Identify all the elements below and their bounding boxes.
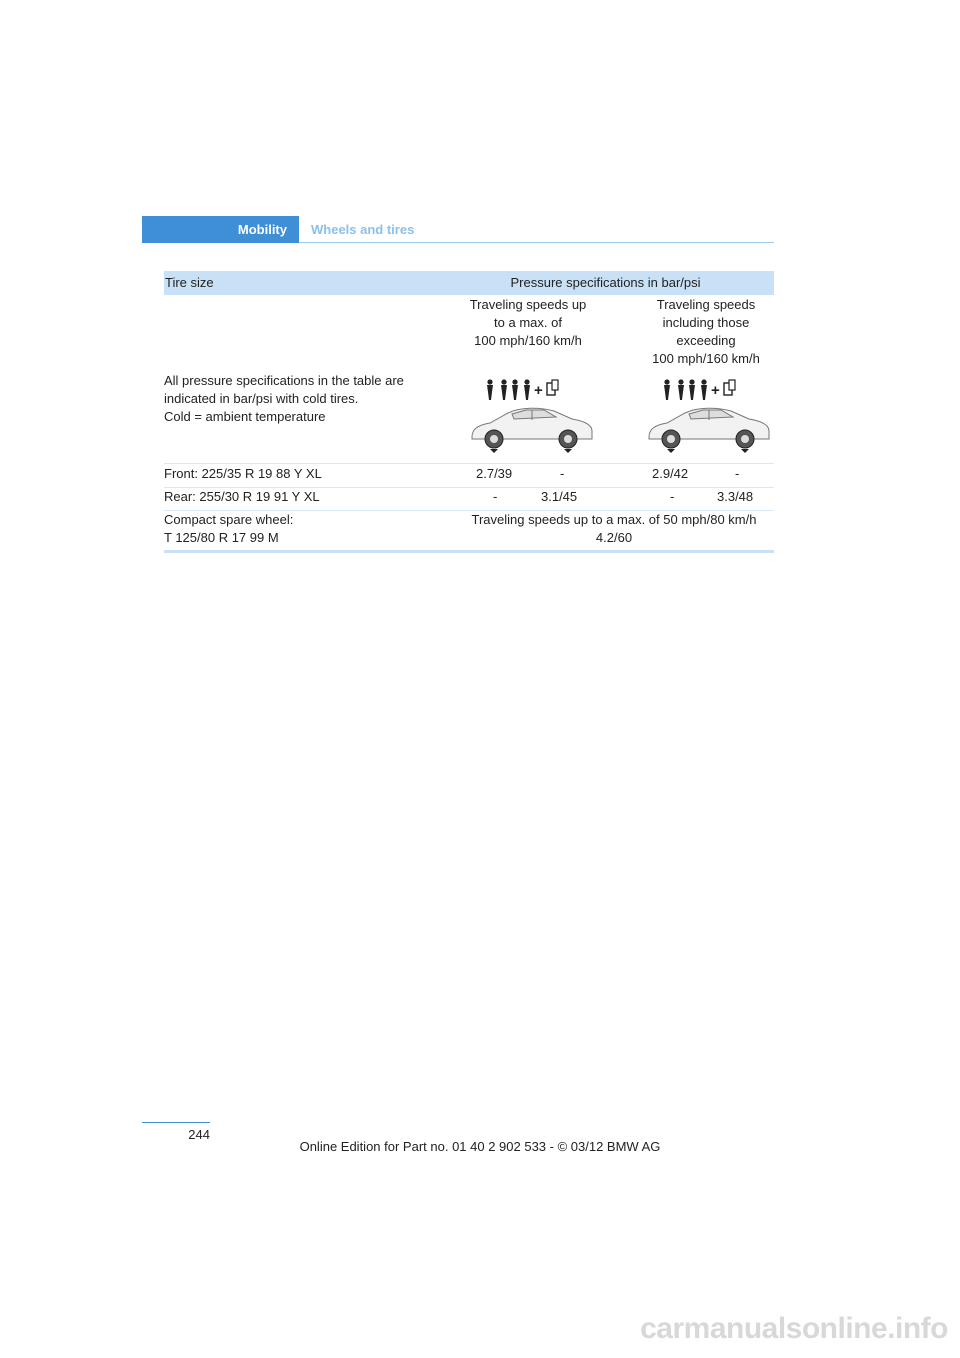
pressure-cell: 3.1/45 <box>541 489 578 504</box>
row-label: Rear: 255/30 R 19 91 Y XL <box>164 489 320 504</box>
speed-column-a-line: Traveling speeds up <box>469 297 587 312</box>
person-icon <box>689 379 695 400</box>
spare-wheel-speed-note: Traveling speeds up to a max. of 50 mph/80 km/h <box>471 512 757 527</box>
page-number-rule <box>142 1122 210 1123</box>
person-icon <box>678 379 684 400</box>
speed-column-b <box>626 296 786 368</box>
pressure-cell: 3.3/48 <box>717 489 754 504</box>
pressure-cell: - <box>560 466 565 481</box>
spare-wheel-label <box>164 511 293 547</box>
column-header-pressure: Pressure specifications in bar/psi <box>510 275 701 290</box>
person-icon <box>501 379 507 400</box>
table-row <box>164 465 774 485</box>
header-section-title: Mobility <box>142 216 299 243</box>
speed-column-a-line: to a max. of <box>494 315 562 330</box>
speed-column-b-line: exceeding <box>676 333 736 348</box>
pressure-note-line: All pressure specifications in the table are <box>164 373 404 388</box>
person-icon <box>512 379 518 400</box>
pressure-cell: - <box>493 489 498 504</box>
person-icon <box>664 379 670 400</box>
speed-column-b-line: Traveling speeds <box>656 297 756 312</box>
table-header <box>164 271 774 295</box>
spare-wheel-label-line: T 125/80 R 17 99 M <box>164 530 279 545</box>
pressure-note-line: Cold = ambient temperature <box>164 409 326 424</box>
pressure-cell: 2.9/42 <box>652 466 689 481</box>
speed-column-a <box>448 296 608 350</box>
pressure-note-line: indicated in bar/psi with cold tires. <box>164 391 359 406</box>
person-icon <box>524 379 530 400</box>
car-load-icon <box>645 377 773 457</box>
spare-wheel-label-line: Compact spare wheel: <box>164 512 294 527</box>
pressure-cell: 2.7/39 <box>476 466 513 481</box>
row-divider <box>164 463 774 464</box>
speed-column-b-line: 100 mph/160 km/h <box>652 351 760 366</box>
spare-wheel-pressure: 4.2/60 <box>595 530 633 545</box>
pressure-cell: - <box>670 489 675 504</box>
table-row <box>164 488 774 508</box>
pressure-cell: - <box>735 466 740 481</box>
car-load-icon <box>468 377 596 457</box>
plus-sign: + <box>711 382 720 399</box>
plus-sign: + <box>534 382 543 399</box>
header-rule <box>299 242 774 243</box>
speed-column-b-line: including those <box>662 315 750 330</box>
page-number: 244 <box>188 1127 210 1142</box>
speed-column-a-line: 100 mph/160 km/h <box>474 333 582 348</box>
row-label: Front: 225/35 R 19 88 Y XL <box>164 466 322 481</box>
page-header <box>142 216 774 244</box>
person-icon <box>701 379 707 400</box>
watermark: carmanualsonline.info <box>640 1312 948 1345</box>
person-icon <box>487 379 493 400</box>
table-bottom-rule <box>164 550 774 553</box>
header-chapter-title: Wheels and tires <box>311 222 415 237</box>
pressure-note <box>164 372 434 426</box>
footer-text: Online Edition for Part no. 01 40 2 902 533 - © 03/12 BMW AG <box>299 1139 661 1154</box>
column-header-tire-size: Tire size <box>165 275 214 290</box>
